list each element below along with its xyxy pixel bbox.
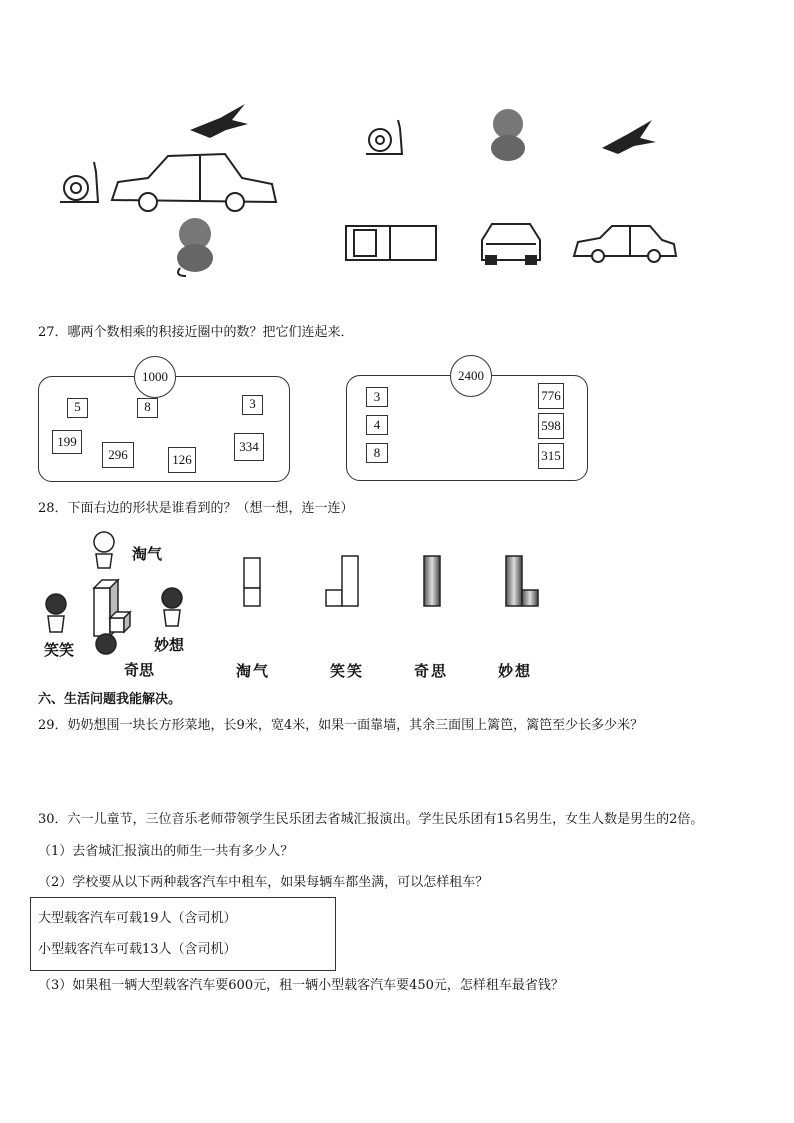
- kid-left-picture: [46, 594, 66, 632]
- question-29: 29．奶奶想围一块长方形菜地，长9米，宽4米，如果一面靠墙，其余三面围上篱笆，篱笆至少长多少米？: [38, 718, 644, 733]
- blocks-picture: [94, 580, 130, 636]
- section-6-heading: 六、生活问题我能解决。: [38, 692, 182, 707]
- view-shape-1: [244, 558, 260, 606]
- view-shape-4: [506, 556, 538, 606]
- monkey-picture: [177, 218, 213, 276]
- car-side-picture: [112, 154, 276, 211]
- kid-name-qisi: 奇思: [124, 661, 155, 679]
- view-shapes: [230, 550, 550, 612]
- number-box: 199: [52, 430, 82, 454]
- car-front-picture: [482, 224, 540, 264]
- number-box: 5: [67, 398, 88, 418]
- small-bus-info: 小型载客汽车可载13人（含司机）: [38, 942, 237, 957]
- snail-view-picture: [366, 120, 402, 154]
- car-side-view-picture: [574, 226, 676, 262]
- view-label: 妙想: [498, 662, 533, 680]
- swallow-view-picture: [602, 120, 656, 154]
- number-box: 315: [538, 443, 564, 469]
- swallow-picture: [190, 104, 248, 138]
- target-1000: 1000: [134, 356, 176, 398]
- number-box: 776: [538, 383, 564, 409]
- question-27: 27．哪两个数相乘的积接近圈中的数？把它们连起来．: [38, 325, 354, 340]
- number-box: 4: [366, 415, 388, 435]
- target-2400: 2400: [450, 355, 492, 397]
- observation-figure: [50, 90, 690, 280]
- view-label: 奇思: [414, 662, 449, 680]
- number-box: 334: [234, 433, 264, 461]
- number-box: 8: [137, 398, 158, 418]
- kid-top-picture: [94, 532, 114, 568]
- kid-name-taoqi: 淘气: [132, 545, 163, 563]
- question-30-part-2: （2）学校要从以下两种载客汽车中租车，如果每辆车都坐满，可以怎样租车？: [38, 875, 489, 890]
- question-30: 30．六一儿童节，三位音乐老师带领学生民乐团去省城汇报演出。学生民乐团有15名男生，女生人数是男生的2倍。: [38, 812, 704, 827]
- kid-name-miaoxiang: 妙想: [154, 636, 185, 654]
- monkey-back-picture: [491, 109, 525, 161]
- car-top-picture: [346, 226, 436, 260]
- kid-right-picture: [162, 588, 182, 626]
- number-box: 3: [242, 395, 263, 415]
- kid-name-xiaoxiao: 笑笑: [44, 641, 75, 659]
- rental-info-box: [30, 897, 336, 971]
- question-30-part-1: （1）去省城汇报演出的师生一共有多少人？: [38, 844, 294, 859]
- question-28: 28．下面右边的形状是谁看到的？（想一想，连一连）: [38, 501, 354, 516]
- big-bus-info: 大型载客汽车可载19人（含司机）: [38, 911, 237, 926]
- number-box: 598: [538, 413, 564, 439]
- snail-picture: [60, 162, 98, 202]
- view-shape-3: [424, 556, 440, 606]
- view-label: 笑笑: [330, 662, 365, 680]
- number-box: 3: [366, 387, 388, 407]
- number-box: 126: [168, 447, 196, 473]
- question-30-part-3: （3）如果租一辆大型载客汽车要600元，租一辆小型载客汽车要450元，怎样租车最省钱？: [38, 978, 564, 993]
- number-box: 8: [366, 443, 388, 463]
- view-shape-2: [326, 556, 358, 606]
- number-box: 296: [102, 442, 134, 468]
- view-label: 淘气: [236, 662, 271, 680]
- kid-bottom-picture: [96, 634, 116, 654]
